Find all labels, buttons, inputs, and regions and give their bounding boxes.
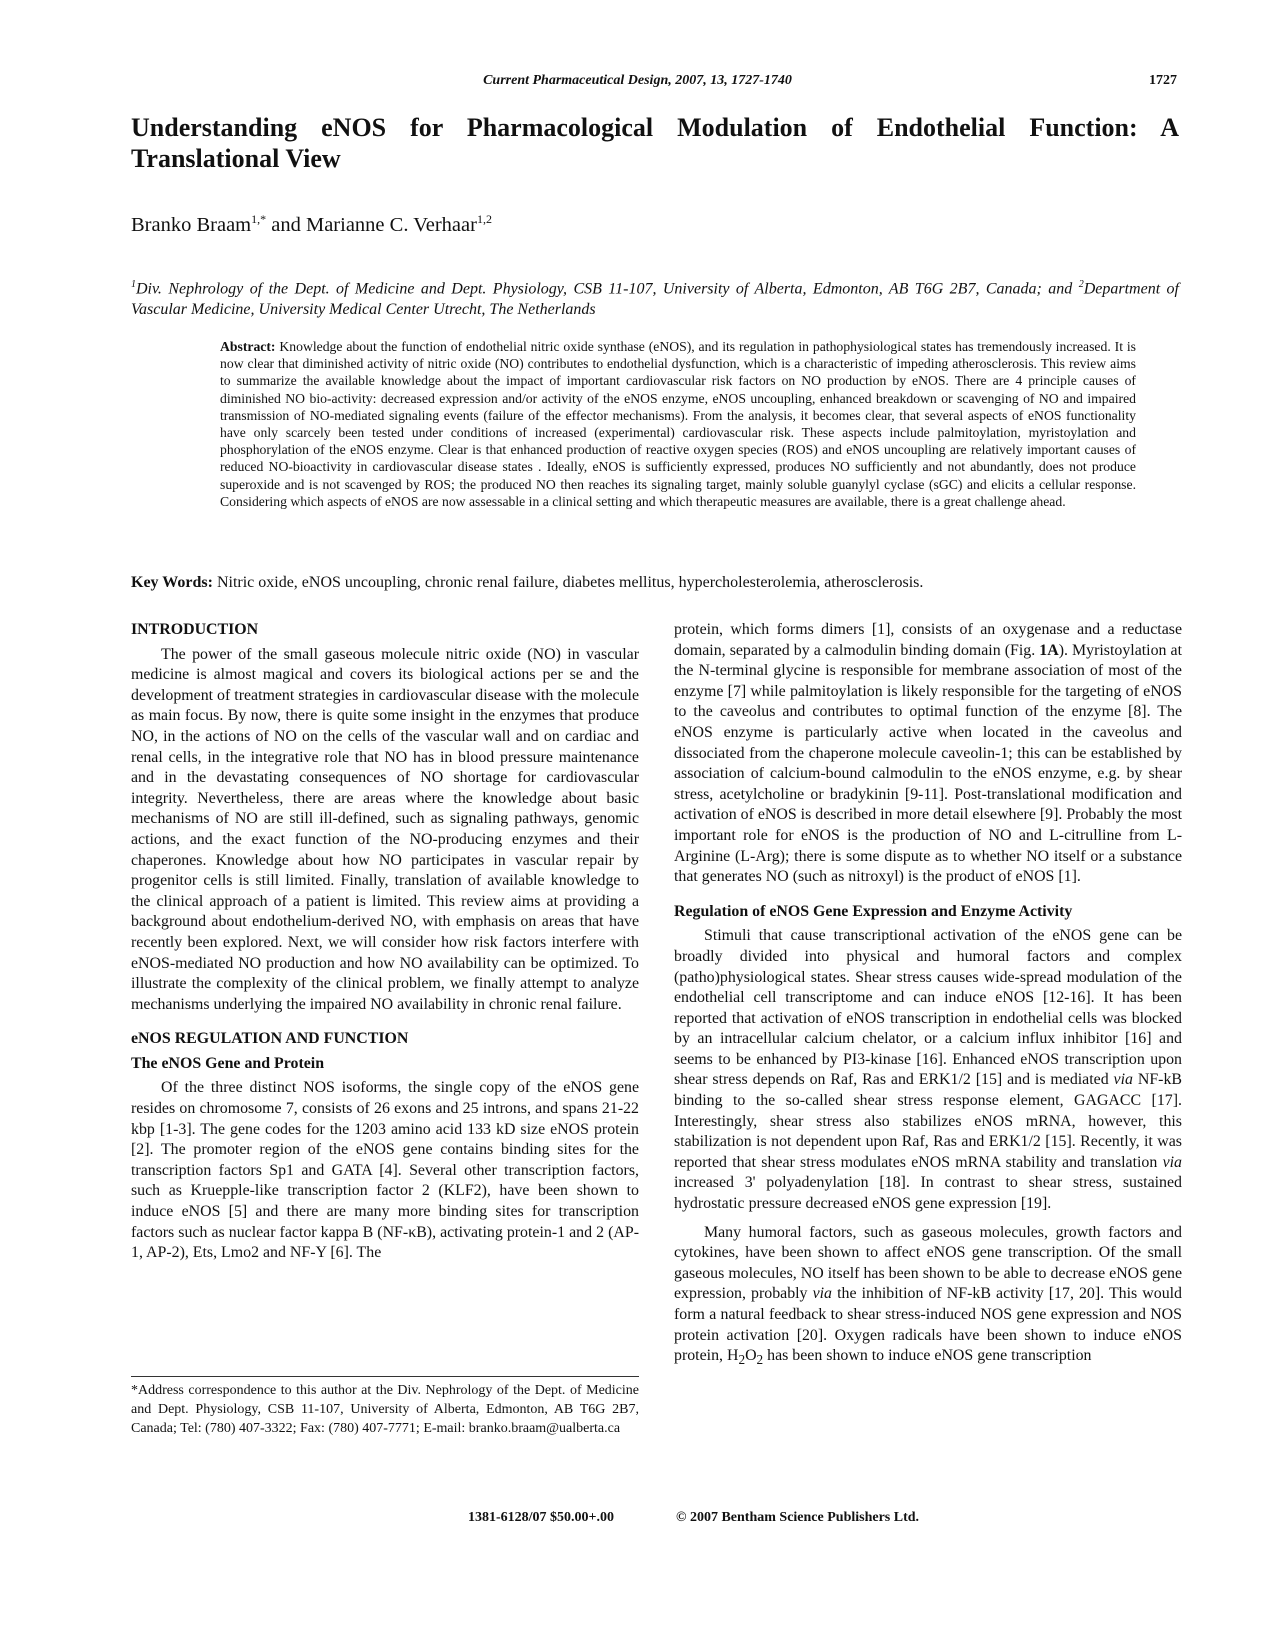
article-title: Understanding eNOS for Pharmacological Modulation of Endothelial Function: A Translational View bbox=[131, 113, 1179, 173]
italic-text: via bbox=[812, 1285, 833, 1303]
text-run: Many humoral factors, such as gaseous molecules, growth factors and cytokines, have been shown to affect eNOS gene transcription. Of the small gaseous molecules, NO itself has been shown to be able to decrease eNOS gene expression, probably bbox=[674, 1223, 1182, 1303]
abstract-text: Knowledge about the function of endothelial nitric oxide synthase (eNOS), and its regulation in pathophysiological states has tremendously increased. It is now clear that diminished activity of nitric oxide (NO) contributes to endothelial dysfunction, which is a characteristic of impeding atherosclerosis. This review aims to summarize the available knowledge about the impact of important cardiovascular risk factors on NO production by eNOS. There are 4 principle causes of diminished NO bio-activity: decreased expression and/or activity of the eNOS enzyme, eNOS uncoupling, enhanced breakdown or scavenging of NO and impaired transmission of NO-mediated signaling events (failure of the effector mechanisms). From the analysis, it becomes clear, that several aspects of eNOS functionality have only scarcely been tested under conditions of increased (experimental) cardiovascular risk. These aspects include palmitoylation, myristoylation and phosphorylation of the eNOS enzyme. Clear is that enhanced production of reactive oxygen species (ROS) and eNOS uncoupling are relatively important causes of reduced NO-bioactivity in cardiovascular disease states . Ideally, eNOS is sufficiently expressed, produces NO sufficiently and not abundantly, does not produce superoxide and is not scavenged by ROS; the produced NO then reaches its signaling target, mainly soluble guanylyl cyclase (sGC) and elicits a cellular response. Considering which aspects of eNOS are now assessable in a clinical setting and which therapeutic measures are available, there is a great challenge ahead. bbox=[220, 339, 1136, 509]
author-affiliation-marker: 1,* bbox=[251, 212, 267, 226]
subscript: 2 bbox=[738, 1352, 746, 1368]
italic-text: via bbox=[1113, 1071, 1133, 1089]
keywords bbox=[131, 574, 1181, 592]
subscript: 2 bbox=[756, 1352, 764, 1368]
left-column bbox=[131, 620, 639, 1264]
correspondence-footnote: *Address correspondence to this author at the Div. Nephrology of the Dept. of Medicine and Dept. Physiology, CSB 11-107, University of Alberta, Edmonton, AB T6G 2B7, Canada; Tel: (780) 407-3322; Fax: (780) 407-7771; E-mail: branko.braam@ualberta.ca bbox=[131, 1383, 639, 1436]
author-connector: and bbox=[266, 213, 306, 236]
paragraph: Of the three distinct NOS isoforms, the single copy of the eNOS gene resides on chromosome 7, consists of 26 exons and 25 introns, and spans 21-22 kbp [1-3]. The gene codes for the 1203 amino acid 133 kD size eNOS protein [2]. The promoter region of the eNOS gene contains binding sites for the transcription factors Sp1 and GATA [4]. Several other transcription factors, such as Kruepple-like transcription factor 2 (KLF2), have been shown to induce eNOS [5] and there are many more binding sites for transcription factors such as nuclear factor kappa B (NF-κB), activating protein-1 and 2 (AP-1, AP-2), Ets, Lmo2 and NF-Y [6]. The bbox=[131, 1079, 639, 1262]
text-run: increased 3' polyadenylation [18]. In contrast to shear stress, sustained hydrostatic pressure decreased eNOS gene expression [19]. bbox=[674, 1174, 1182, 1213]
issn-price: 1381-6128/07 $50.00+.00 bbox=[468, 1510, 615, 1525]
text-run: ). Myristoylation at the N-terminal glycine is responsible for membrane association of most of the enzyme [7] while palmitoylation is likely responsible for the targeting of eNOS to the caveolus and contributes to optimal function of the enzyme [8]. The eNOS enzyme is particularly active when located in the caveolus and dissociated from the chaperone molecule caveolin-1; this can be established by association of calcium-bound calmodulin to the eNOS enzyme, e.g. by shear stress, acetylcholine or bradykinin [9-11]. Post-translational modification and activation of eNOS is described in more detail elsewhere [9]. Probably the most important role for eNOS is the production of NO and L-citrulline from L-Arginine (L-Arg); there is some dispute as to whether NO itself or a substance that generates NO (such as nitroxyl) is the product of eNOS [1]. bbox=[674, 641, 1183, 886]
abstract bbox=[220, 338, 1136, 510]
affiliations bbox=[131, 274, 1179, 320]
text-run: Stimuli that cause transcriptional activation of the eNOS gene can be broadly divided into physical and humoral factors and complex (patho)physiological states. Shear stress causes wide-spread modulation of the endothelial cell transcriptome and can induce eNOS [12-16]. It has been reported that activation of eNOS transcription in endothelial cells was blocked by an intracellular calcium chelator, or a calcium influx inhibitor [16] and seems to be enhanced by PI3-kinase [16]. Enhanced eNOS transcription upon shear stress depends on Raf, Ras and ERK1/2 [15] and is mediated bbox=[674, 927, 1182, 1089]
author-name: Marianne C. Verhaar bbox=[305, 213, 477, 236]
affiliation-text: Div. Nephrology of the Dept. of Medicine and Dept. Physiology, CSB 11-107, University of Alberta, Edmonton, AB T6G 2B7, Canada; and bbox=[136, 280, 1079, 298]
author-affiliation-marker: 1,2 bbox=[476, 212, 492, 226]
right-column bbox=[674, 620, 1182, 1371]
page-number: 1727 bbox=[1149, 73, 1177, 88]
affiliation-marker: 1 bbox=[131, 279, 136, 290]
text-run: has been shown to induce eNOS gene transcription bbox=[763, 1347, 1092, 1365]
text-run: NF-kB binding to the so-called shear stress response element, GAGACC [17]. Interestingly, shear stress also stabilizes eNOS mRNA, however, this stabilization is not dependent upon Raf, Ras and ERK1/2 [15]. Recently, it was reported that shear stress modulates eNOS mRNA stability and translation bbox=[674, 1071, 1182, 1171]
subsection-heading-regulation: Regulation of eNOS Gene Expression and Enzyme Activity bbox=[674, 902, 1073, 920]
text-run: O bbox=[745, 1347, 757, 1365]
author-line bbox=[131, 212, 492, 237]
affiliation-marker: 2 bbox=[1078, 279, 1084, 290]
text-run: the inhibition of NF-kB activity [17, 20]. This would form a natural feedback to shear stress-induced NOS gene expression and NOS protein activation [20]. Oxygen radicals have been shown to induce eNOS protein, H bbox=[674, 1285, 1182, 1365]
figure-reference: 1A bbox=[1039, 641, 1059, 659]
copyright: © 2007 Bentham Science Publishers Ltd. bbox=[676, 1510, 920, 1525]
journal-citation: Current Pharmaceutical Design, 2007, 13, 1727-1740 bbox=[483, 73, 792, 88]
section-heading-enos-regulation: eNOS REGULATION AND FUNCTION bbox=[131, 1030, 409, 1048]
affiliation-text: Department of Vascular Medicine, University Medical Center Utrecht, The Netherlands bbox=[131, 280, 1179, 319]
keywords-text: Nitric oxide, eNOS uncoupling, chronic renal failure, diabetes mellitus, hypercholesterolemia, atherosclerosis. bbox=[216, 574, 924, 591]
abstract-label: Abstract: bbox=[220, 339, 276, 354]
paragraph bbox=[674, 620, 1182, 888]
keywords-label: Key Words: bbox=[131, 574, 213, 591]
italic-text: via bbox=[1162, 1153, 1182, 1171]
subsection-heading-gene-protein: The eNOS Gene and Protein bbox=[131, 1054, 325, 1072]
author-name: Branko Braam bbox=[131, 213, 252, 236]
paragraph: The power of the small gaseous molecule nitric oxide (NO) in vascular medicine is almost magical and covers its biological actions per se and the development of treatment strategies in cardiovascular disease with the molecule as main focus. By now, there is quite some insight in the enzymes that produce NO, in the actions of NO on the cells of the vascular wall and on cardiac and renal cells, in the integrative role that NO has in blood pressure maintenance and in the devastating consequences of NO shortage for cardiovascular integrity. Nevertheless, there are areas where the knowledge about basic mechanisms of NO are still ill-defined, such as signaling pathways, genomic actions, and the exact function of the NO-producing enzymes and their chaperones. Knowledge about how NO participates in vascular repair by progenitor cells is still limited. Finally, translation of available knowledge to the clinical approach of a patient is limited. This review aims at providing a background about endothelium-derived NO, with emphasis on areas that have recently been explored. Next, we will consider how risk factors interfere with eNOS-mediated NO production and how NO availability can be optimized. To illustrate the complexity of the clinical problem, we finally attempt to analyze mechanisms underlying the impaired NO availability in chronic renal failure. bbox=[131, 645, 639, 1013]
text-run: protein, which forms dimers [1], consists of an oxygenase and a reductase domain, separated by a calmodulin binding domain (Fig. bbox=[674, 621, 1182, 659]
paragraph bbox=[674, 1223, 1182, 1371]
paragraph bbox=[674, 926, 1182, 1214]
footnote-divider bbox=[131, 1376, 639, 1377]
section-heading-introduction: INTRODUCTION bbox=[131, 621, 259, 638]
